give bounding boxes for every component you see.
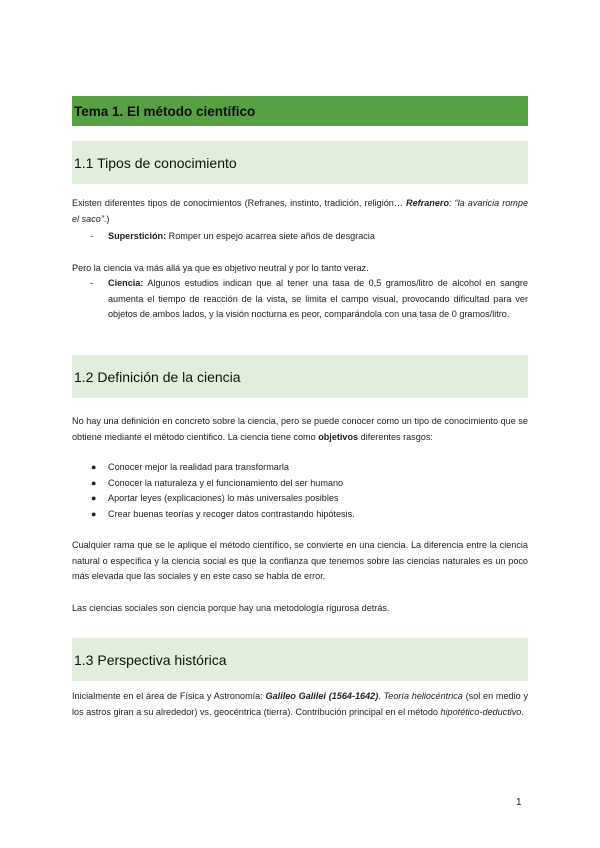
list-marker: - <box>90 278 94 288</box>
dash-list-item: - Superstición: Romper un espejo acarrea siete años de desgracia <box>90 229 528 245</box>
section-heading-band <box>72 141 528 184</box>
bullet-icon: ● <box>91 477 97 488</box>
bullet-list <box>90 460 528 522</box>
section-heading: 1.3 Perspectiva histórica <box>74 651 227 668</box>
paragraph: No hay una definición en concreto sobre la ciencia, pero se puede conocer como un tipo de conocimiento que se obtiene mediante el método científico. La ciencia tiene como objetivos diferentes rasgos: <box>72 416 528 442</box>
list-item: ● Conocer mejor la realidad para transformarla <box>90 460 528 476</box>
list-item: ● Aportar leyes (explicaciones) lo más universales posibles <box>90 491 528 507</box>
bullet-icon: ● <box>91 508 97 519</box>
paragraph: Cualquier rama que se le aplique el método científico, se convierte en una ciencia. La diferencia entre la ciencia natural o específica y la ciencia social es que la confianza que tenemos sobre las ciencias naturales es un poco más elevada que las sociales y en este caso se habla de error. <box>72 540 528 581</box>
title-band <box>72 96 528 126</box>
bullet-icon: ● <box>91 462 97 472</box>
paragraph: Las ciencias sociales son ciencia porque hay una metodología rigurosa detrás. <box>72 603 390 613</box>
section-heading-band <box>72 638 528 681</box>
list-item: ● Conocer la naturaleza y el funcionamiento del ser humano <box>90 476 528 492</box>
dash-list-item: - Ciencia: Algunos estudios indican que al tener una tasa de 0,5 gramos/litro de alcohol en sangre aumenta el tiempo de reacción de la vista, se limita el campo visual, provocando dificultad para ver objetos de ambos lados, y la visión nocturna es peor, comparándola con una tasa de 0 gramos/litro. <box>90 278 528 319</box>
list-marker: - <box>90 231 94 241</box>
list-item: ● Crear buenas teorías y recoger datos contrastando hipótesis. <box>90 507 528 523</box>
page-title: Tema 1. El método científico <box>74 103 256 119</box>
page-number: 1 <box>516 797 522 808</box>
paragraph: Existen diferentes tipos de conocimientos (Refranes, instinto, tradición, religión… Refranero: “la avaricia rompe el saco”.) <box>72 198 528 224</box>
paragraph: Inicialmente en el área de Física y Astronomía: Galileo Galilei (1564-1642). Teoría heliocéntrica (sol en medio y los astros giran a su alrededor) vs. geocéntrica (tierra). Contribución principal en el método hipotético-deductivo. <box>72 691 529 717</box>
section-heading: 1.2 Definición de la ciencia <box>74 368 241 385</box>
section-heading-band <box>72 355 528 398</box>
paragraph: Pero la ciencia va más allá ya que es objetivo neutral y por lo tanto veraz. <box>72 263 369 273</box>
section-heading: 1.1 Tipos de conocimiento <box>74 154 237 171</box>
bullet-icon: ● <box>91 493 97 503</box>
